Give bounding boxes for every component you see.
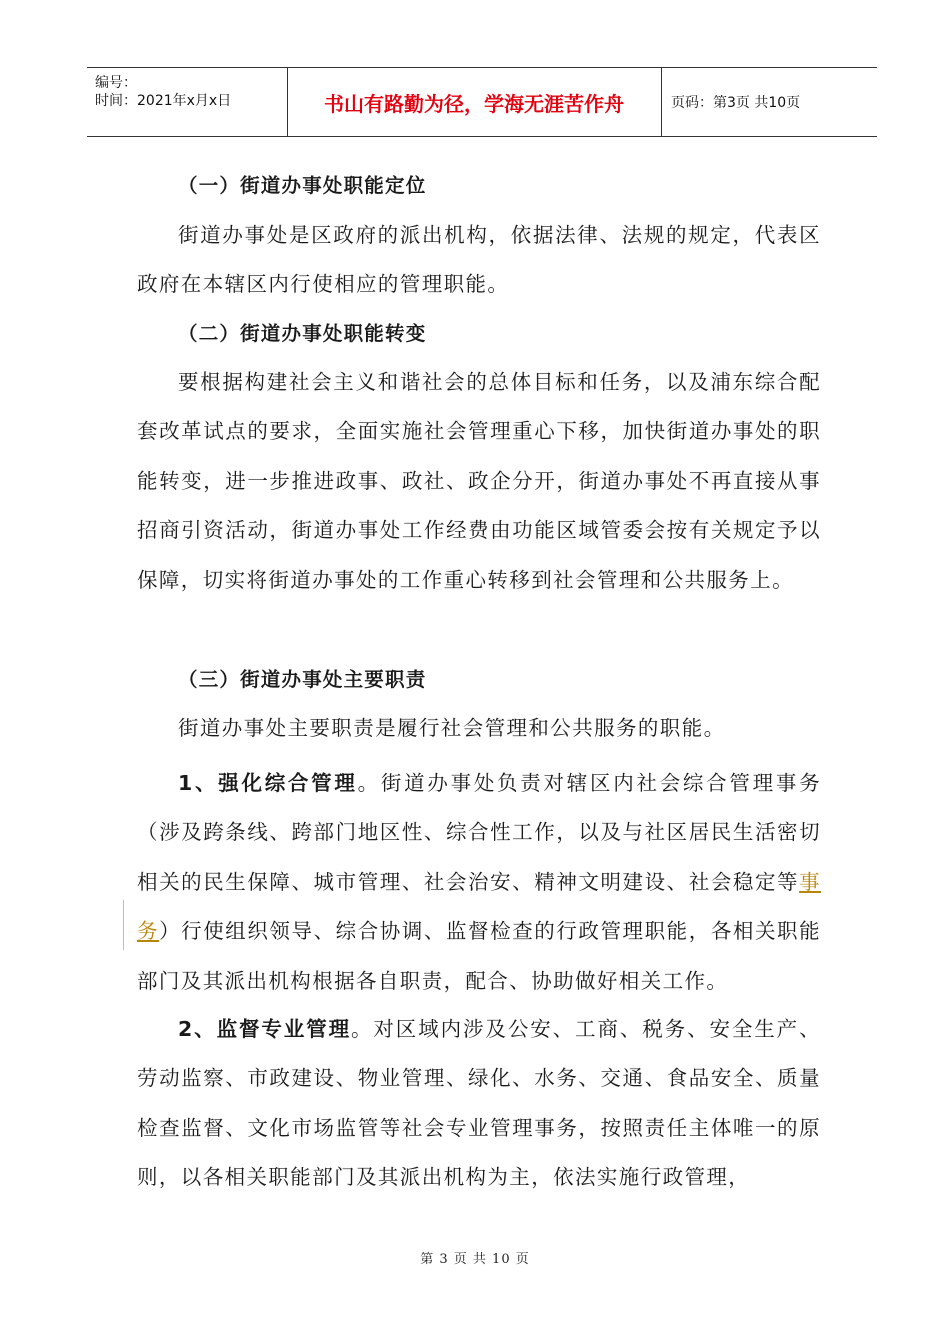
header-table xyxy=(87,67,877,137)
margin-mark xyxy=(123,900,124,950)
time-label: 时间：2021年x月x日 xyxy=(95,93,232,109)
header-page-info: 页码：第3页 共10页 xyxy=(671,95,801,111)
section-heading-3: （三）街道办事处主要职责 xyxy=(178,668,427,691)
number-label: 编号： xyxy=(95,75,137,91)
item-1-link[interactable]: 事务 xyxy=(137,869,821,944)
paragraph-2: 要根据构建社会主义和谐社会的总体目标和任务，以及浦东综合配套改革试点的要求，全面实施社会管理重心下移，加快街道办事处的职能转变，进一步推进政事、政社、政企分开，街道办事处不再直接从事招商引资活动，街道办事处工作经费由功能区域管委会按有关规定予以保障，切实将街道办事处的工作重心转移到社会管理和公共服务上。 xyxy=(137,370,821,592)
item-1-text-a: 。街道办事处负责对辖区内社会综合管理事务（涉及跨条线、跨部门地区性、综合性工作，以及与社区居民生活密切相关的民生保障、城市管理、社会治安、精神文明建设、社会稳定等 xyxy=(137,771,821,894)
header-motto: 书山有路勤为径，学海无涯苦作舟 xyxy=(324,91,624,116)
item-1-text-b: ）行使组织领导、综合协调、监督检查的行政管理职能，各相关职能部门及其派出机构根据各自职责，配合、协助做好相关工作。 xyxy=(137,919,822,993)
paragraph-3: 街道办事处主要职责是履行社会管理和公共服务的职能。 xyxy=(178,716,726,740)
item-2-text: 。对区域内涉及公安、工商、税务、安全生产、劳动监察、市政建设、物业管理、绿化、水务、交通、食品安全、质量检查监督、文化市场监管等社会专业管理事务，按照责任主体唯一的原则，以各相关职能部门及其派出机构为主，依法实施行政管理， xyxy=(137,1017,821,1190)
section-heading-1: （一）街道办事处职能定位 xyxy=(178,174,427,197)
paragraph-1: 街道办事处是区政府的派出机构，依据法律、法规的规定，代表区政府在本辖区内行使相应的管理职能。 xyxy=(137,223,821,297)
section-heading-2: （二）街道办事处职能转变 xyxy=(178,322,427,345)
paragraph-item-2 xyxy=(137,1005,821,1203)
item-2-lead: 2、监督专业管理 xyxy=(178,1017,351,1041)
paragraph-item-1 xyxy=(137,759,821,1006)
header-meta xyxy=(87,68,287,136)
page-footer: 第 3 页 共 10 页 xyxy=(420,1252,530,1267)
item-1-lead: 1、强化综合管理 xyxy=(178,771,358,795)
